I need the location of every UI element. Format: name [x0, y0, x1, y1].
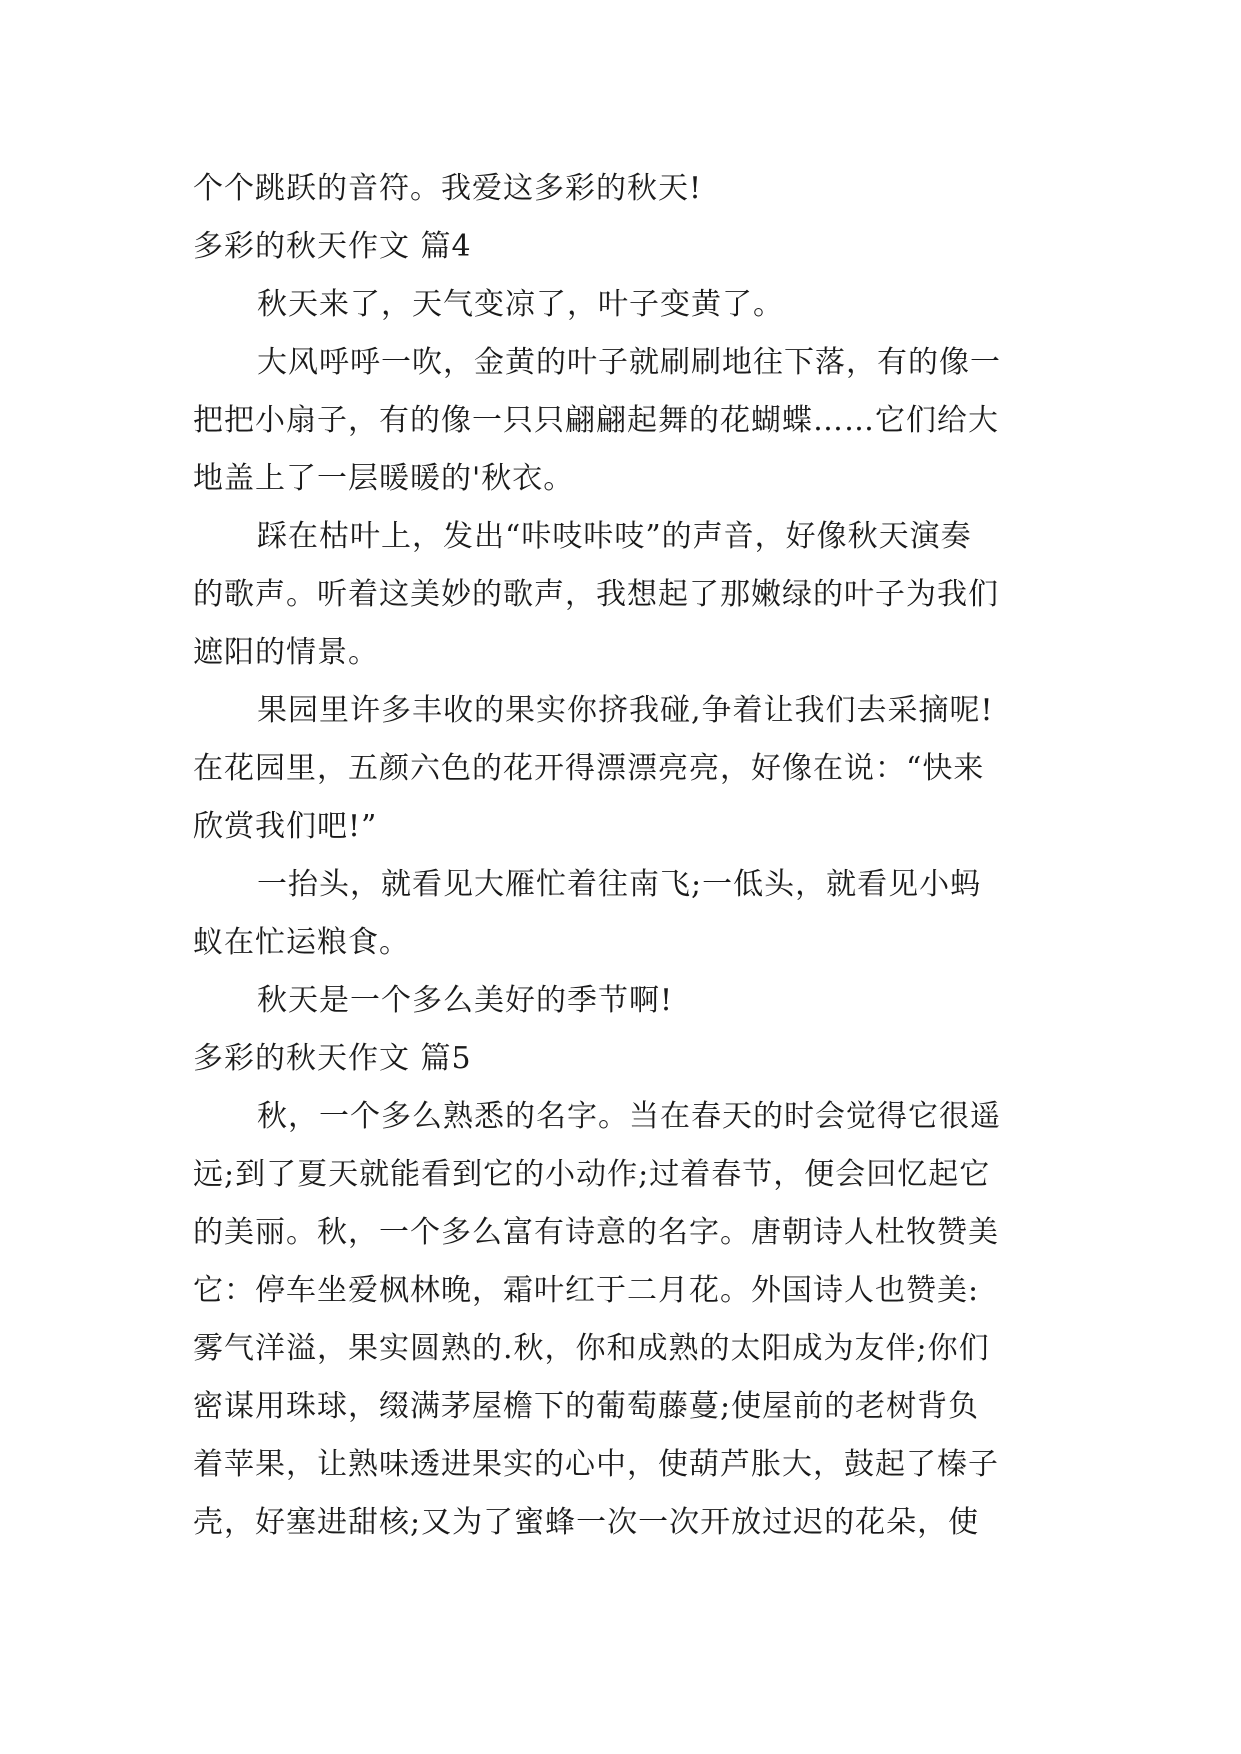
- text-line: 蚁在忙运粮食。: [193, 925, 410, 960]
- text-line: 雾气洋溢，果实圆熟的.秋，你和成熟的太阳成为友伴;你们: [193, 1331, 990, 1366]
- text-line: 遮阳的情景。: [193, 635, 379, 670]
- text-line: 密谋用珠球，缀满茅屋檐下的葡萄藤蔓;使屋前的老树背负: [193, 1389, 980, 1424]
- text-line: 个个跳跃的音符。我爱这多彩的秋天!: [193, 171, 703, 206]
- paragraph-line: 大风呼呼一吹，金黄的叶子就刷刷地往下落，有的像一: [257, 345, 1001, 380]
- document-body: [193, 160, 1053, 1552]
- text-line: 地盖上了一层暖暖的'秋衣。: [193, 461, 575, 496]
- text-line: 它：停车坐爱枫林晚，霜叶红于二月花。外国诗人也赞美:: [193, 1273, 980, 1308]
- text-line: 着苹果，让熟味透进果实的心中，使葫芦胀大，鼓起了榛子: [193, 1447, 999, 1482]
- paragraph-line: 果园里许多丰收的果实你挤我碰,争着让我们去采摘呢!: [257, 693, 994, 728]
- text-line: 的歌声。听着这美妙的歌声，我想起了那嫩绿的叶子为我们: [193, 577, 999, 612]
- text-line: 在花园里，五颜六色的花开得漂漂亮亮，好像在说：“快来: [193, 751, 985, 786]
- text-line: 的美丽。秋，一个多么富有诗意的名字。唐朝诗人杜牧赞美: [193, 1215, 999, 1250]
- paragraph-line: 一抬头，就看见大雁忙着往南飞;一低头，就看见小蚂: [257, 867, 982, 902]
- text-line: 欣赏我们吧!”: [193, 809, 378, 844]
- paragraph-line: 踩在枯叶上，发出“咔吱咔吱”的声音，好像秋天演奏: [257, 519, 972, 554]
- text-line: 把把小扇子，有的像一只只翩翩起舞的花蝴蝶……它们给大: [193, 403, 999, 438]
- text-line: 壳，好塞进甜核;又为了蜜蜂一次一次开放过迟的花朵，使: [193, 1505, 980, 1540]
- section-heading: 多彩的秋天作文 篇4: [193, 229, 472, 264]
- paragraph-line: 秋，一个多么熟悉的名字。当在春天的时会觉得它很遥: [257, 1099, 1001, 1134]
- paragraph-line: 秋天来了，天气变凉了，叶子变黄了。: [257, 287, 784, 322]
- paragraph-line: 秋天是一个多么美好的季节啊!: [257, 983, 674, 1018]
- text-line: 远;到了夏天就能看到它的小动作;过着春节，便会回忆起它: [193, 1157, 991, 1192]
- section-heading: 多彩的秋天作文 篇5: [193, 1041, 472, 1076]
